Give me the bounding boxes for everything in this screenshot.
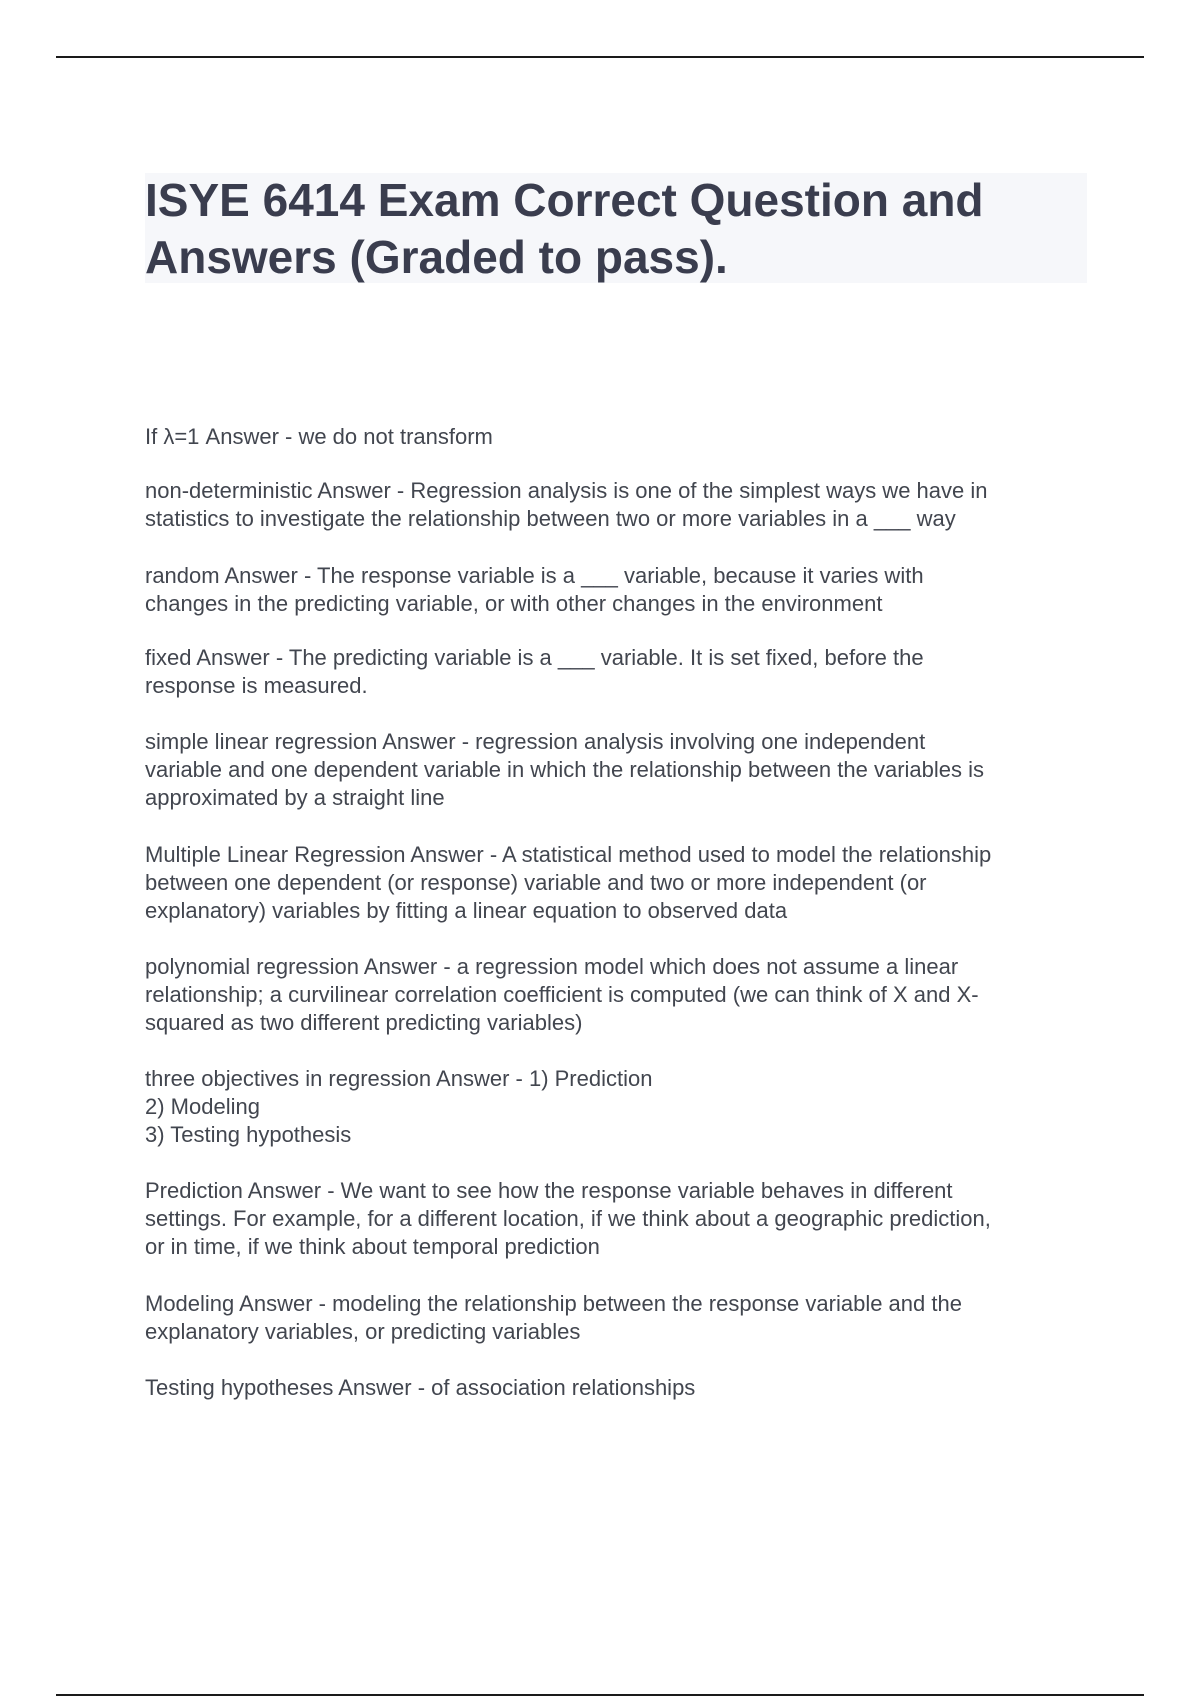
qa-entry-multiple-linear-regression bbox=[145, 841, 1085, 925]
qa-list bbox=[145, 423, 1085, 1402]
qa-line: If λ=1 Answer - we do not transform bbox=[145, 424, 493, 449]
qa-line: explanatory variables, or predicting variables bbox=[145, 1319, 581, 1344]
qa-line: explanatory) variables by fitting a linear equation to observed data bbox=[145, 898, 788, 923]
qa-line: non-deterministic Answer - Regression analysis is one of the simplest ways we have in bbox=[145, 478, 988, 503]
qa-line: relationship; a curvilinear correlation coefficient is computed (we can think of X and X- bbox=[145, 982, 979, 1007]
qa-line: changes in the predicting variable, or with other changes in the environment bbox=[145, 591, 883, 616]
title-line: Answers (Graded to pass). bbox=[145, 231, 728, 283]
qa-entry-testing-hypotheses bbox=[145, 1374, 1085, 1402]
qa-entry-non-deterministic bbox=[145, 477, 1085, 533]
qa-entry-polynomial-regression bbox=[145, 953, 1085, 1037]
qa-line: three objectives in regression Answer - 1) Prediction bbox=[145, 1066, 653, 1091]
qa-line: settings. For example, for a different location, if we think about a geographic prediction, bbox=[145, 1206, 991, 1231]
qa-line: variable and one dependent variable in which the relationship between the variables is bbox=[145, 757, 984, 782]
qa-line: Testing hypotheses Answer - of association relationships bbox=[145, 1375, 696, 1400]
qa-line: approximated by a straight line bbox=[145, 785, 445, 810]
qa-line: fixed Answer - The predicting variable is a ___ variable. It is set fixed, before the bbox=[145, 645, 924, 670]
qa-entry-simple-linear-regression bbox=[145, 728, 1085, 812]
qa-line: squared as two different predicting variables) bbox=[145, 1010, 583, 1035]
qa-entry-modeling bbox=[145, 1290, 1085, 1346]
qa-line: or in time, if we think about temporal prediction bbox=[145, 1234, 600, 1259]
title-line: ISYE 6414 Exam Correct Question and bbox=[145, 174, 984, 226]
qa-line: response is measured. bbox=[145, 673, 368, 698]
qa-entry-lambda bbox=[145, 423, 1085, 451]
qa-entry-prediction bbox=[145, 1177, 1085, 1261]
top-rule bbox=[56, 56, 1144, 58]
qa-entry-random bbox=[145, 562, 1085, 618]
qa-line: Modeling Answer - modeling the relationship between the response variable and the bbox=[145, 1291, 962, 1316]
qa-line: Multiple Linear Regression Answer - A statistical method used to model the relationship bbox=[145, 842, 992, 867]
qa-line: 2) Modeling bbox=[145, 1094, 260, 1119]
qa-line: polynomial regression Answer - a regression model which does not assume a linear bbox=[145, 954, 959, 979]
qa-line: simple linear regression Answer - regression analysis involving one independent bbox=[145, 729, 926, 754]
qa-line: between one dependent (or response) variable and two or more independent (or bbox=[145, 870, 927, 895]
qa-line: 3) Testing hypothesis bbox=[145, 1122, 352, 1147]
qa-line: Prediction Answer - We want to see how the response variable behaves in different bbox=[145, 1178, 953, 1203]
bottom-rule bbox=[56, 1694, 1144, 1696]
qa-line: random Answer - The response variable is a ___ variable, because it varies with bbox=[145, 563, 924, 588]
qa-line: statistics to investigate the relationship between two or more variables in a ___ way bbox=[145, 506, 956, 531]
qa-entry-fixed bbox=[145, 644, 1085, 700]
qa-entry-three-objectives bbox=[145, 1065, 1085, 1149]
document-title bbox=[145, 172, 1085, 286]
